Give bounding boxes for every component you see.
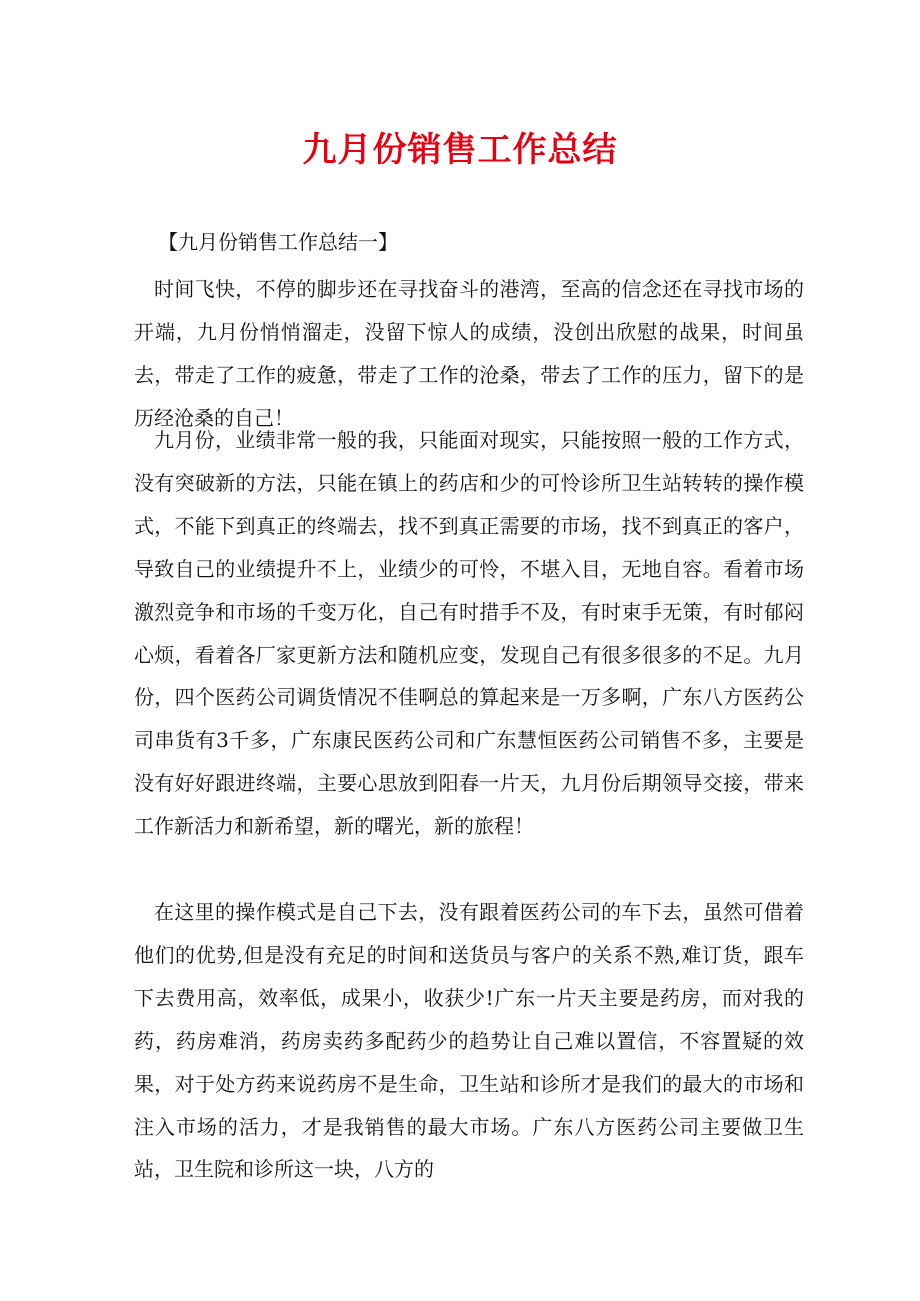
paragraph-1: 时间飞快，不停的脚步还在寻找奋斗的港湾，至高的信念还在寻找市场的开端，九月份悄悄溜走，没留下惊人的成绩，没创出欣慰的战果，时间虽去，带走了工作的疲惫，带走了工作的沧桑，带去了工作的压力，留下的是历经沧桑的自己！ [134,277,804,430]
paragraph-2: 九月份，业绩非常一般的我，只能面对现实，只能按照一般的工作方式，没有突破新的方法，只能在镇上的药店和少的可怜诊所卫生站转转的操作模式，不能下到真正的终端去，找不到真正需要的市场，找不到真正的客户，导致自己的业绩提升不上，业绩少的可怜，不堪入目，无地自容。看着市场激烈竞争和市场的千变万化，自己有时措手不及，有时束手无策，有时郁闷心烦，看着各厂家更新方法和随机应变，发现自己有很多很多的不足。九月份，四个医药公司调货情况不佳啊总的算起来是一万多啊，广东八方医药公司串货有3千多，广东康民医药公司和广东慧恒医药公司销售不多，主要是没有好好跟进终端，主要心思放到阳春一片天，九月份后期领导交接，带来工作新活力和新希望，新的曙光，新的旅程！ [134,428,804,839]
document-title: 九月份销售工作总结 [302,130,618,170]
paragraph-3: 在这里的操作模式是自己下去，没有跟着医药公司的车下去，虽然可借着他们的优势,但是没有充足的时间和送货员与客户的关系不熟,难订货，跟车下去费用高，效率低，成果小，收获少!广东一片天主要是药房，而对我的药，药房难消，药房卖药多配药少的趋势让自己难以置信，不容置疑的效果，对于处方药来说药房不是生命，卫生站和诊所才是我们的最大的市场和注入市场的活力，才是我销售的最大市场。广东八方医药公司主要做卫生站，卫生院和诊所这一块，八方的 [134,900,804,1182]
section-heading: 【九月份销售工作总结一】 [158,230,398,254]
